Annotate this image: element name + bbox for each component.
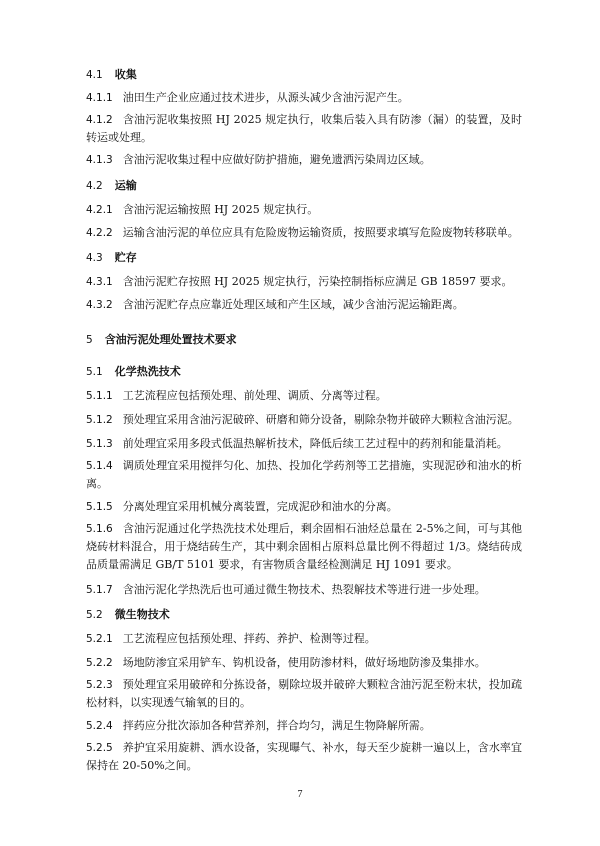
heading-text: 贮存 xyxy=(114,251,137,264)
clause-text: 含油污泥化学热洗后也可通过微生物技术、热裂解技术等进行进一步处理。 xyxy=(122,583,486,596)
section-heading-5-2 xyxy=(86,608,526,622)
section-heading-4-1 xyxy=(86,68,526,82)
clause-number: 4.3.1 xyxy=(86,276,113,288)
clause-text: 工艺流程应包括预处理、前处理、调质、分离等过程。 xyxy=(122,389,387,402)
clause-5-1-3 xyxy=(86,437,526,451)
clause-number: 5.2.4 xyxy=(86,720,113,732)
clause-text: 油田生产企业应通过技术进步，从源头减少含油污泥产生。 xyxy=(122,91,409,104)
clause-number: 4.3 xyxy=(86,252,103,264)
clause-5-2-1 xyxy=(86,632,526,646)
clause-number: 4.1.3 xyxy=(86,154,113,166)
clause-4-2-1 xyxy=(86,203,526,217)
clause-text: 运输含油污泥的单位应具有危险废物运输资质，按照要求填写危险废物转移联单。 xyxy=(122,226,519,239)
clause-number: 5.2.2 xyxy=(86,657,113,669)
clause-4-1-1 xyxy=(86,91,526,105)
clause-5-1-5 xyxy=(86,500,526,514)
clause-text: 含油污泥运输按照 HJ 2025 规定执行。 xyxy=(122,203,319,216)
clause-number: 5.1.3 xyxy=(86,438,113,450)
heading-text: 运输 xyxy=(114,179,137,192)
section-heading-4-3 xyxy=(86,251,526,265)
section-heading-4-2 xyxy=(86,179,526,193)
clause-number: 5.1.6 xyxy=(86,523,113,535)
clause-4-3-2 xyxy=(86,298,526,312)
clause-number: 5.1.1 xyxy=(86,390,113,402)
clause-5-1-1 xyxy=(86,389,526,403)
clause-number: 5.2.5 xyxy=(86,742,113,754)
clause-5-2-5 xyxy=(86,739,522,775)
clause-text: 含油污泥收集过程中应做好防护措施，避免遗洒污染周边区域。 xyxy=(122,153,431,166)
section-heading-5-1 xyxy=(86,365,526,379)
clause-5-2-4 xyxy=(86,719,526,733)
chapter-heading-5 xyxy=(86,333,526,347)
clause-number: 5.1.5 xyxy=(86,501,113,513)
heading-text: 微生物技术 xyxy=(114,608,170,621)
clause-text: 预处理宜采用破碎和分拣设备，剔除垃圾并破碎大颗粒含油污泥至粉末状，投加疏松材料，以实现透气输氧的目的。 xyxy=(86,678,522,709)
clause-text: 含油污泥贮存点应靠近处理区域和产生区域，减少含油污泥运输距离。 xyxy=(122,298,464,311)
clause-5-2-3 xyxy=(86,676,522,712)
clause-number: 4.3.2 xyxy=(86,299,113,311)
clause-5-1-7 xyxy=(86,583,526,597)
heading-text: 化学热洗技术 xyxy=(114,365,181,378)
clause-number: 5 xyxy=(86,334,93,346)
clause-number: 5.2 xyxy=(86,609,103,621)
clause-number: 5.1.2 xyxy=(86,414,113,426)
clause-text: 养护宜采用旋耕、洒水设备，实现曝气、补水，每天至少旋耕一遍以上，含水率宜保持在 20-50%之间。 xyxy=(86,741,522,772)
clause-number: 5.2.3 xyxy=(86,679,113,691)
clause-number: 4.2.2 xyxy=(86,227,113,239)
clause-5-1-2 xyxy=(86,413,526,427)
clause-number: 5.1.7 xyxy=(86,584,113,596)
page-number: 7 xyxy=(297,789,303,800)
clause-5-1-6 xyxy=(86,520,522,574)
clause-number: 5.2.1 xyxy=(86,633,113,645)
clause-4-3-1 xyxy=(86,275,526,289)
heading-text: 收集 xyxy=(114,68,137,81)
clause-text: 含油污泥收集按照 HJ 2025 规定执行，收集后装入具有防渗（漏）的装置，及时转运或处理。 xyxy=(86,113,522,144)
clause-4-1-2 xyxy=(86,111,522,147)
clause-text: 工艺流程应包括预处理、拌药、养护、检测等过程。 xyxy=(122,632,376,645)
clause-text: 分离处理宜采用机械分离装置，完成泥砂和油水的分离。 xyxy=(122,500,398,513)
clause-text: 调质处理宜采用搅拌匀化、加热、投加化学药剂等工艺措施，实现泥砂和油水的析离。 xyxy=(86,459,522,490)
clause-number: 5.1 xyxy=(86,366,103,378)
clause-5-2-2 xyxy=(86,656,526,670)
heading-text: 含油污泥处理处置技术要求 xyxy=(104,333,237,346)
clause-text: 场地防渗宜采用铲车、钩机设备，使用防渗材料，做好场地防渗及集排水。 xyxy=(122,656,486,669)
clause-text: 预处理宜采用含油污泥破碎、研磨和筛分设备，剔除杂物并破碎大颗粒含油污泥。 xyxy=(122,413,519,426)
clause-number: 4.1.2 xyxy=(86,114,113,126)
clause-4-2-2 xyxy=(86,226,526,240)
clause-4-1-3 xyxy=(86,153,526,167)
clause-text: 拌药应分批次添加各种营养剂，拌合均匀，满足生物降解所需。 xyxy=(122,719,431,732)
clause-number: 4.2 xyxy=(86,180,103,192)
clause-text: 前处理宜采用多段式低温热解析技术，降低后续工艺过程中的药剂和能量消耗。 xyxy=(122,437,508,450)
clause-number: 4.2.1 xyxy=(86,204,113,216)
clause-5-1-4 xyxy=(86,457,522,493)
clause-number: 4.1.1 xyxy=(86,92,113,104)
clause-number: 5.1.4 xyxy=(86,460,113,472)
clause-number: 4.1 xyxy=(86,69,103,81)
clause-text: 含油污泥通过化学热洗技术处理后，剩余固相石油烃总量在 2-5%之间，可与其他烧砖材料混合，用于烧结砖生产，其中剩余固相占原料总量比例不得超过 1/3。烧结砖成品质量需满足 GB/T 5101 要求，有害物质含量经检测满足 HJ 1091 要求。 xyxy=(86,522,522,571)
clause-text: 含油污泥贮存按照 HJ 2025 规定执行，污染控制指标应满足 GB 18597 要求。 xyxy=(122,275,513,288)
